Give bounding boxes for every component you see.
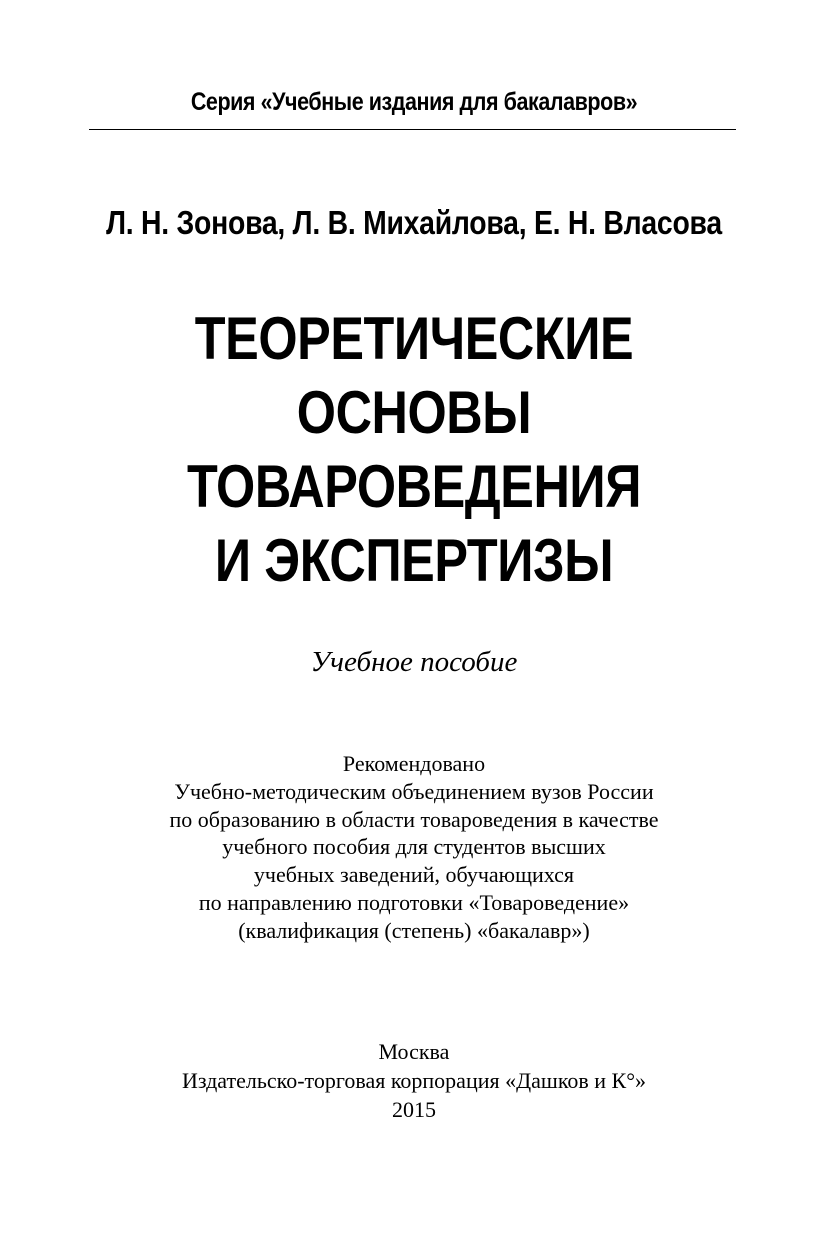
series-divider (89, 129, 736, 130)
recommendation-line: (квалификация (степень) «бакалавр») (238, 917, 590, 943)
book-title-line: ТОВАРОВЕДЕНИЯ (186, 453, 642, 520)
book-subtitle: Учебное пособие (310, 646, 518, 678)
book-title-line: ОСНОВЫ (296, 379, 532, 446)
book-title-line: ТЕОРЕТИЧЕСКИЕ (194, 305, 634, 372)
recommendation-block (0, 750, 828, 945)
book-title (66, 302, 762, 598)
book-title-line: И ЭКСПЕРТИЗЫ (214, 527, 614, 594)
recommendation-line: по образованию в области товароведения в качестве (169, 806, 659, 832)
recommendation-line: Учебно-методическим объединением вузов России (174, 778, 654, 804)
recommendation-line: учебных заведений, обучающихся (253, 862, 575, 888)
recommendation-line: учебного пособия для студентов высших (222, 834, 606, 860)
recommendation-line: Рекомендовано (342, 751, 486, 776)
imprint-publisher: Издательско-торговая корпорация «Дашков и К°» (181, 1068, 647, 1093)
authors: Л. Н. Зонова, Л. В. Михайлова, Е. Н. Власова (106, 204, 722, 241)
imprint (0, 1037, 828, 1124)
recommendation-line: по направлению подготовки «Товароведение» (198, 889, 630, 915)
imprint-city: Москва (378, 1039, 450, 1064)
series-title: Серия «Учебные издания для бакалавров» (190, 88, 638, 116)
imprint-year: 2015 (392, 1097, 436, 1122)
